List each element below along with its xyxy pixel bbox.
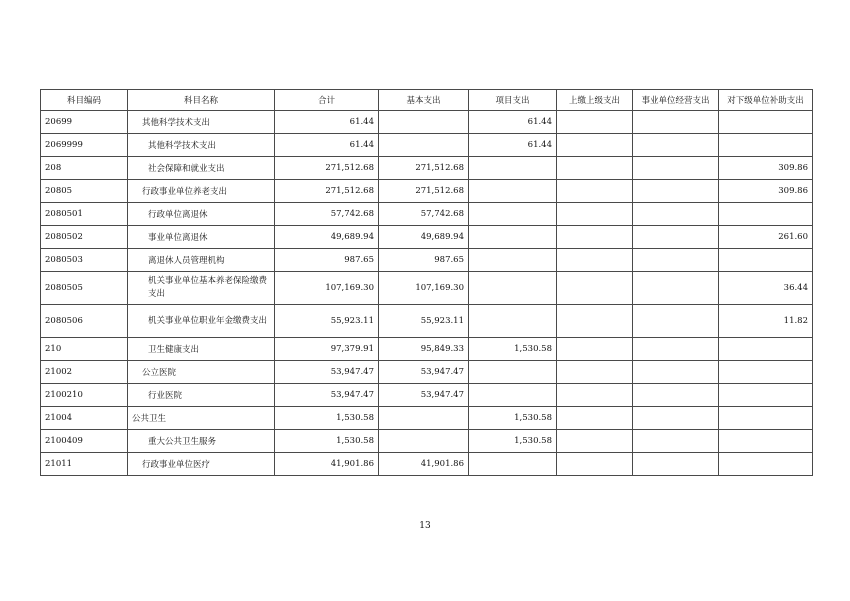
cell-name: 机关事业单位职业年金缴费支出 [128, 305, 275, 338]
cell-business [633, 134, 719, 157]
cell-subsidy [719, 453, 813, 476]
cell-upper [557, 338, 633, 361]
table-row [41, 272, 813, 305]
cell-basic [379, 111, 469, 134]
table-row [41, 203, 813, 226]
table-row [41, 338, 813, 361]
cell-business [633, 226, 719, 249]
cell-basic: 53,947.47 [379, 361, 469, 384]
table-row [41, 305, 813, 338]
cell-total: 1,530.58 [275, 407, 379, 430]
cell-subsidy [719, 384, 813, 407]
cell-subsidy [719, 338, 813, 361]
cell-code: 21004 [41, 407, 128, 430]
table-row [41, 111, 813, 134]
cell-upper [557, 180, 633, 203]
cell-total: 107,169.30 [275, 272, 379, 305]
cell-project: 1,530.58 [469, 407, 557, 430]
table-row [41, 430, 813, 453]
cell-name: 社会保障和就业支出 [128, 157, 275, 180]
table-row [41, 361, 813, 384]
cell-subsidy [719, 407, 813, 430]
cell-project [469, 453, 557, 476]
cell-subsidy: 309.86 [719, 180, 813, 203]
cell-code: 210 [41, 338, 128, 361]
cell-subsidy [719, 249, 813, 272]
cell-name: 重大公共卫生服务 [128, 430, 275, 453]
cell-name: 离退休人员管理机构 [128, 249, 275, 272]
table-row [41, 384, 813, 407]
cell-total: 49,689.94 [275, 226, 379, 249]
cell-basic: 41,901.86 [379, 453, 469, 476]
cell-name: 公共卫生 [128, 407, 275, 430]
cell-name: 公立医院 [128, 361, 275, 384]
cell-upper [557, 157, 633, 180]
cell-basic [379, 134, 469, 157]
cell-name: 行业医院 [128, 384, 275, 407]
cell-name: 其他科学技术支出 [128, 134, 275, 157]
cell-total: 57,742.68 [275, 203, 379, 226]
cell-total: 97,379.91 [275, 338, 379, 361]
cell-project: 61.44 [469, 111, 557, 134]
cell-total: 1,530.58 [275, 430, 379, 453]
cell-basic: 57,742.68 [379, 203, 469, 226]
cell-name: 其他科学技术支出 [128, 111, 275, 134]
header-basic: 基本支出 [379, 90, 469, 111]
cell-basic: 49,689.94 [379, 226, 469, 249]
header-business: 事业单位经营支出 [633, 90, 719, 111]
cell-subsidy [719, 134, 813, 157]
cell-total: 987.65 [275, 249, 379, 272]
cell-total: 53,947.47 [275, 384, 379, 407]
cell-project [469, 203, 557, 226]
cell-project [469, 157, 557, 180]
cell-code: 2080505 [41, 272, 128, 305]
cell-project: 1,530.58 [469, 338, 557, 361]
page-number: 13 [419, 521, 431, 531]
cell-total: 271,512.68 [275, 180, 379, 203]
cell-business [633, 157, 719, 180]
cell-project [469, 384, 557, 407]
cell-business [633, 338, 719, 361]
cell-code: 21011 [41, 453, 128, 476]
header-total: 合计 [275, 90, 379, 111]
cell-upper [557, 361, 633, 384]
cell-project [469, 249, 557, 272]
cell-subsidy [719, 361, 813, 384]
cell-basic: 987.65 [379, 249, 469, 272]
table-row [41, 249, 813, 272]
cell-upper [557, 430, 633, 453]
cell-name: 卫生健康支出 [128, 338, 275, 361]
cell-total: 61.44 [275, 134, 379, 157]
header-name: 科目名称 [128, 90, 275, 111]
cell-upper [557, 203, 633, 226]
cell-subsidy: 36.44 [719, 272, 813, 305]
cell-total: 55,923.11 [275, 305, 379, 338]
cell-project: 1,530.58 [469, 430, 557, 453]
cell-total: 53,947.47 [275, 361, 379, 384]
cell-upper [557, 111, 633, 134]
cell-total: 61.44 [275, 111, 379, 134]
cell-code: 21002 [41, 361, 128, 384]
header-project: 项目支出 [469, 90, 557, 111]
cell-project [469, 180, 557, 203]
cell-upper [557, 249, 633, 272]
cell-code: 208 [41, 157, 128, 180]
cell-business [633, 180, 719, 203]
cell-business [633, 111, 719, 134]
cell-code: 2100210 [41, 384, 128, 407]
cell-total: 271,512.68 [275, 157, 379, 180]
cell-project: 61.44 [469, 134, 557, 157]
header-code: 科目编码 [41, 90, 128, 111]
table-header-row [41, 90, 813, 111]
cell-project [469, 361, 557, 384]
table-row [41, 180, 813, 203]
cell-project [469, 272, 557, 305]
cell-business [633, 453, 719, 476]
cell-subsidy: 11.82 [719, 305, 813, 338]
cell-upper [557, 453, 633, 476]
table-row [41, 226, 813, 249]
cell-project [469, 226, 557, 249]
cell-total: 41,901.86 [275, 453, 379, 476]
cell-project [469, 305, 557, 338]
cell-subsidy [719, 111, 813, 134]
cell-name: 事业单位离退休 [128, 226, 275, 249]
cell-basic: 53,947.47 [379, 384, 469, 407]
cell-business [633, 384, 719, 407]
cell-basic: 271,512.68 [379, 180, 469, 203]
cell-upper [557, 384, 633, 407]
expenditure-table [40, 89, 813, 476]
cell-basic: 107,169.30 [379, 272, 469, 305]
table-row [41, 157, 813, 180]
cell-subsidy: 309.86 [719, 157, 813, 180]
cell-basic [379, 430, 469, 453]
cell-upper [557, 305, 633, 338]
cell-subsidy: 261.60 [719, 226, 813, 249]
cell-business [633, 272, 719, 305]
cell-business [633, 203, 719, 226]
table-row [41, 407, 813, 430]
cell-name: 行政事业单位医疗 [128, 453, 275, 476]
cell-basic [379, 407, 469, 430]
cell-code: 2080503 [41, 249, 128, 272]
cell-code: 2069999 [41, 134, 128, 157]
cell-subsidy [719, 203, 813, 226]
cell-code: 2100409 [41, 430, 128, 453]
cell-basic: 55,923.11 [379, 305, 469, 338]
header-upper: 上缴上级支出 [557, 90, 633, 111]
cell-basic: 95,849.33 [379, 338, 469, 361]
cell-business [633, 361, 719, 384]
cell-code: 2080501 [41, 203, 128, 226]
cell-name: 行政单位离退休 [128, 203, 275, 226]
cell-subsidy [719, 430, 813, 453]
cell-upper [557, 226, 633, 249]
cell-upper [557, 272, 633, 305]
table-body [41, 111, 813, 476]
cell-code: 20805 [41, 180, 128, 203]
cell-business [633, 430, 719, 453]
header-subsidy: 对下级单位补助支出 [719, 90, 813, 111]
cell-code: 2080502 [41, 226, 128, 249]
cell-business [633, 407, 719, 430]
cell-business [633, 249, 719, 272]
cell-name: 机关事业单位基本养老保险缴费支出 [128, 272, 275, 305]
table-row [41, 453, 813, 476]
cell-code: 2080506 [41, 305, 128, 338]
cell-business [633, 305, 719, 338]
cell-upper [557, 134, 633, 157]
table-row [41, 134, 813, 157]
cell-upper [557, 407, 633, 430]
cell-name: 行政事业单位养老支出 [128, 180, 275, 203]
cell-basic: 271,512.68 [379, 157, 469, 180]
cell-code: 20699 [41, 111, 128, 134]
